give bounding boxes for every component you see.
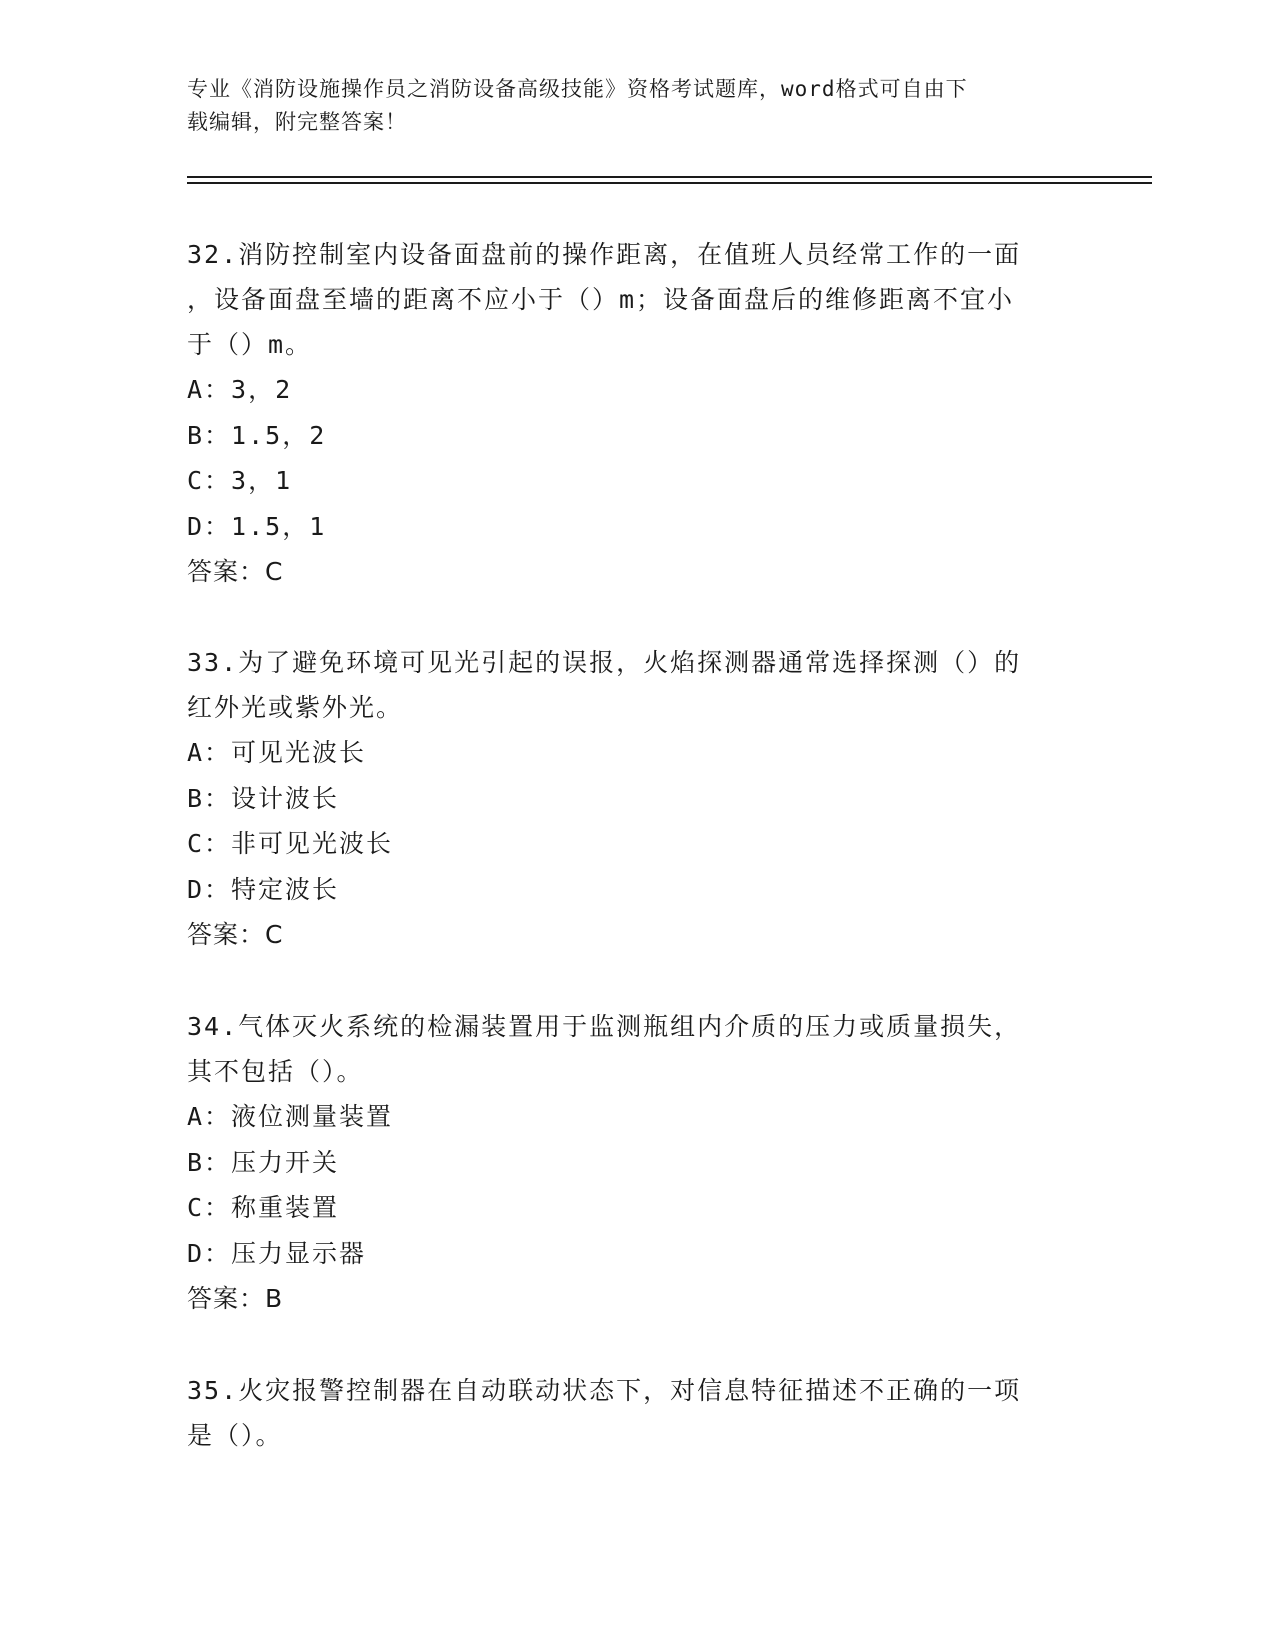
header-divider bbox=[187, 176, 1152, 178]
question-34 bbox=[187, 1004, 1087, 1321]
question-33 bbox=[187, 640, 1087, 957]
option-a: A：3，2 bbox=[187, 375, 293, 404]
answer: 答案：C bbox=[187, 557, 284, 586]
header-divider bbox=[187, 182, 1152, 184]
document-header bbox=[187, 73, 1087, 139]
answer: 答案：C bbox=[187, 920, 284, 949]
header-line: 专业《消防设施操作员之消防设备高级技能》资格考试题库，word格式可自由下 bbox=[187, 77, 968, 101]
question-stem-line: 其不包括（）。 bbox=[187, 1057, 364, 1086]
question-stem-line: 红外光或紫外光。 bbox=[187, 693, 404, 722]
option-d: D：压力显示器 bbox=[187, 1238, 367, 1268]
option-b: B：设计波长 bbox=[187, 783, 340, 813]
answer: 答案：B bbox=[187, 1284, 284, 1313]
option-d: D：1.5，1 bbox=[187, 511, 327, 541]
question-stem-line: 34.气体灭火系统的检漏装置用于监测瓶组内介质的压力或质量损失， bbox=[187, 1012, 1022, 1041]
question-stem-line: 33.为了避免环境可见光引起的误报，火焰探测器通常选择探测（）的 bbox=[187, 648, 1022, 677]
question-stem-line: 是（）。 bbox=[187, 1421, 283, 1450]
option-a: A：液位测量装置 bbox=[187, 1102, 394, 1131]
question-32 bbox=[187, 232, 1087, 594]
option-c: C：称重装置 bbox=[187, 1193, 340, 1222]
option-b: B：1.5，2 bbox=[187, 420, 327, 450]
option-a: A：可见光波长 bbox=[187, 738, 367, 767]
header-line: 载编辑，附完整答案！ bbox=[187, 110, 407, 134]
option-c: C：非可见光波长 bbox=[187, 829, 394, 858]
question-stem-line: ，设备面盘至墙的距离不应小于（）m；设备面盘后的维修距离不宜小 bbox=[187, 285, 1015, 314]
option-b: B：压力开关 bbox=[187, 1147, 340, 1177]
option-c: C：3，1 bbox=[187, 466, 293, 495]
question-stem-line: 32.消防控制室内设备面盘前的操作距离，在值班人员经常工作的一面 bbox=[187, 240, 1022, 269]
option-d: D：特定波长 bbox=[187, 874, 340, 904]
question-stem-line: 35.火灾报警控制器在自动联动状态下，对信息特征描述不正确的一项 bbox=[187, 1376, 1022, 1405]
question-35 bbox=[187, 1368, 1087, 1458]
question-stem-line: 于（）m。 bbox=[187, 330, 313, 359]
